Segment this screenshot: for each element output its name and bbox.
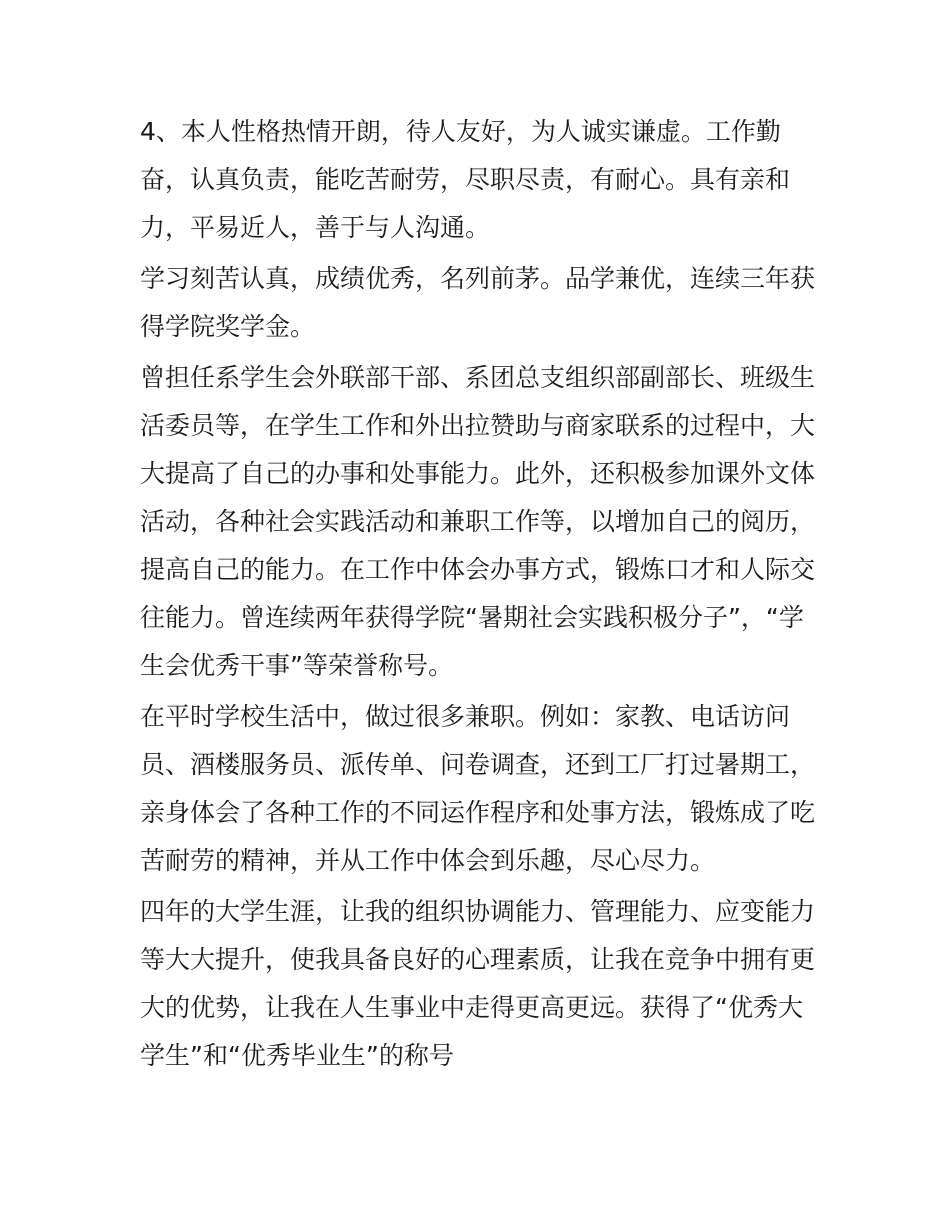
- text-line: 力，平易近人，善于与人沟通。: [140, 213, 491, 242]
- text-line: 曾担任系学生会外联部干部、系团总支组织部副部长、班级生: [140, 363, 816, 392]
- paragraph-student-union: [140, 354, 816, 690]
- text-line: 四年的大学生涯，让我的组织协调能力、管理能力、应变能力: [140, 897, 816, 926]
- text-line: 活委员等，在学生工作和外出拉赞助与商家联系的过程中，大: [140, 411, 816, 440]
- text-line: 员、酒楼服务员、派传单、问卷调查，还到工厂打过暑期工，: [140, 750, 816, 779]
- text-line: 苦耐劳的精神，并从工作中体会到乐趣，尽心尽力。: [140, 846, 716, 875]
- paragraph-summary: [140, 888, 816, 1080]
- text-line: 等大大提升，使我具备良好的心理素质，让我在竞争中拥有更: [140, 945, 816, 974]
- text-line: 亲身体会了各种工作的不同运作程序和处事方法，锻炼成了吃: [140, 798, 816, 827]
- paragraph-part-time: [140, 693, 816, 885]
- text-line: 学生”和“优秀毕业生”的称号: [140, 1041, 454, 1070]
- text-line: 往能力。曾连续两年获得学院“暑期社会实践积极分子”，“学: [140, 603, 804, 632]
- text-line: 提高自己的能力。在工作中体会办事方式，锻炼口才和人际交: [140, 555, 816, 584]
- document-body: [140, 108, 816, 1080]
- text-line: 得学院奖学金。: [140, 312, 316, 341]
- text-line: 奋，认真负责，能吃苦耐劳，尽职尽责，有耐心。具有亲和: [140, 165, 791, 194]
- text-line: 学习刻苦认真，成绩优秀，名列前茅。品学兼优，连续三年获: [140, 264, 816, 293]
- text-line: 活动，各种社会实践活动和兼职工作等，以增加自己的阅历，: [140, 507, 816, 536]
- paragraph-personality: [140, 108, 816, 252]
- text-line: 大提高了自己的办事和处事能力。此外，还积极参加课外文体: [140, 459, 816, 488]
- text-line: 在平时学校生活中，做过很多兼职。例如：家教、电话访问: [140, 702, 791, 731]
- text-line: 4、本人性格热情开朗，待人友好，为人诚实谦虚。工作勤: [140, 117, 781, 146]
- text-line: 大的优势，让我在人生事业中走得更高更远。获得了“优秀大: [140, 993, 803, 1022]
- paragraph-study: [140, 255, 816, 351]
- text-line: 生会优秀干事”等荣誉称号。: [140, 651, 453, 680]
